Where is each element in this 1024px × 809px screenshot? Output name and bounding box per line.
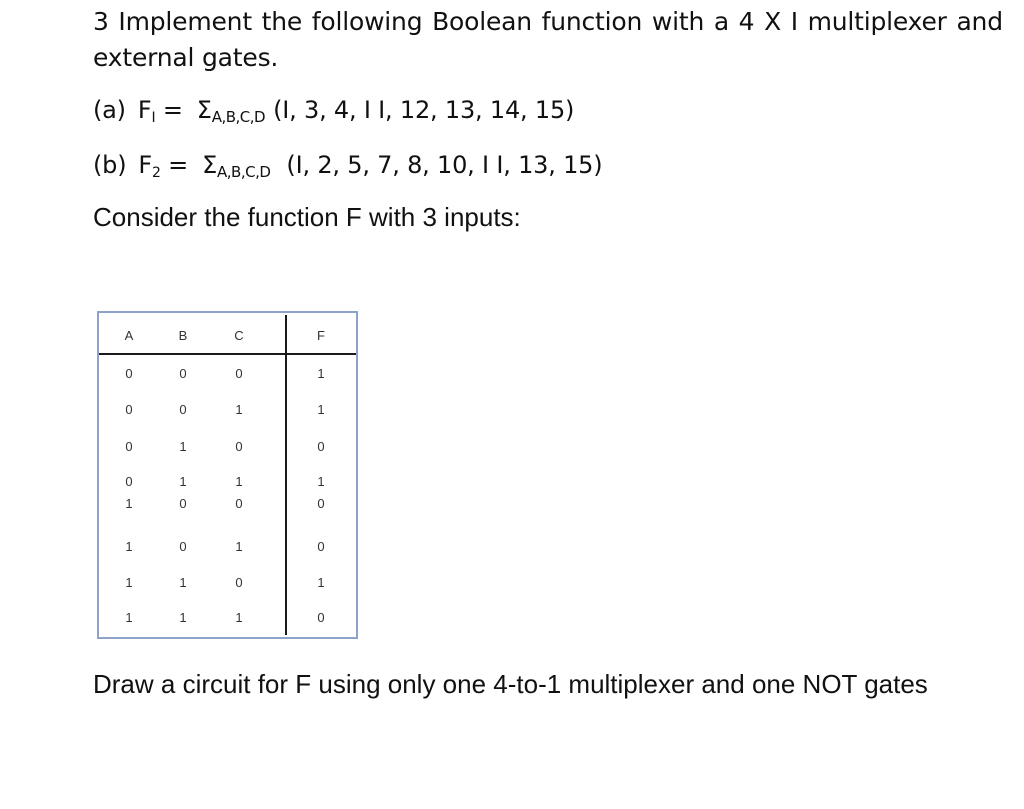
consider-text: Consider the function F with 3 inputs: — [93, 202, 521, 232]
cell-r6-a: 1 — [125, 575, 133, 590]
cell-r0-c: 0 — [235, 366, 243, 381]
sum-variables: A,B,C,D — [217, 163, 271, 181]
output-divider — [285, 315, 287, 635]
header-f: F — [317, 328, 325, 343]
header-c: C — [234, 328, 244, 343]
cell-r7-b: 1 — [179, 610, 187, 625]
question-text — [93, 4, 1003, 76]
q-word: multiplexer — [807, 7, 947, 36]
cell-r4-b: 0 — [179, 496, 187, 511]
cell-r0-f: 1 — [317, 366, 325, 381]
sigma-symbol: Σ — [202, 151, 218, 179]
cell-r2-c: 0 — [235, 439, 243, 454]
part-label: (b) — [93, 151, 127, 179]
sum-variables: A,B,C,D — [211, 108, 266, 126]
equals-sign: = — [168, 151, 189, 179]
cell-r6-c: 0 — [235, 575, 243, 590]
cell-r0-a: 0 — [125, 366, 133, 381]
q-word: 3 — [93, 7, 109, 36]
cell-r4-f: 0 — [317, 496, 325, 511]
cell-r2-b: 1 — [179, 439, 187, 454]
truth-table — [97, 311, 358, 639]
minterms: (I, 3, 4, I I, 12, 13, 14, 15) — [273, 96, 575, 124]
cell-r1-f: 1 — [317, 402, 325, 417]
cell-r2-f: 0 — [317, 439, 325, 454]
cell-r5-f: 0 — [317, 539, 325, 554]
function-name: $F_2$ — [138, 151, 161, 181]
cell-r7-f: 0 — [317, 610, 325, 625]
draw-instruction: Draw a circuit for F using only one 4-to-1 multiplexer and one NOT gates — [93, 669, 928, 699]
header-b: B — [178, 328, 188, 343]
q-word: function — [541, 7, 643, 36]
cell-r4-c: 0 — [235, 496, 243, 511]
cell-r1-a: 0 — [125, 402, 133, 417]
cell-r2-a: 0 — [125, 439, 133, 454]
function-name: $F_I$ — [137, 96, 156, 126]
header-divider — [99, 353, 356, 355]
q-word: a — [713, 7, 729, 36]
part-b — [93, 151, 602, 181]
cell-r3-b: 1 — [179, 474, 187, 489]
cell-r0-b: 0 — [179, 366, 187, 381]
cell-r7-a: 1 — [125, 610, 133, 625]
q-word: Boolean — [432, 7, 532, 36]
cell-r4-a: 1 — [125, 496, 133, 511]
part-a — [93, 96, 574, 126]
sigma-symbol: Σ — [196, 96, 212, 124]
cell-r5-c: 1 — [235, 539, 243, 554]
header-a: A — [124, 328, 134, 343]
question-line-1 — [93, 4, 1003, 40]
minterms: (I, 2, 5, 7, 8, 10, I I, 13, 15) — [286, 151, 603, 179]
q-word: the — [261, 7, 303, 36]
q-word: 4 — [738, 7, 755, 36]
cell-r5-a: 1 — [125, 539, 133, 554]
cell-r7-c: 1 — [235, 610, 243, 625]
question-line-2: external gates. — [93, 43, 279, 72]
cell-r1-c: 1 — [235, 402, 243, 417]
cell-r3-f: 1 — [317, 474, 325, 489]
cell-r3-a: 0 — [125, 474, 133, 489]
q-word: X — [764, 7, 781, 36]
q-word: I — [790, 7, 798, 36]
cell-r5-b: 0 — [179, 539, 187, 554]
q-word: and — [956, 7, 1003, 36]
q-word: following — [311, 7, 423, 36]
cell-r6-b: 1 — [179, 575, 187, 590]
cell-r6-f: 1 — [317, 575, 325, 590]
q-word: Implement — [118, 7, 252, 36]
equals-sign: = — [162, 96, 183, 124]
cell-r3-c: 1 — [235, 474, 243, 489]
cell-r1-b: 0 — [179, 402, 187, 417]
q-word: with — [651, 7, 705, 36]
part-label: (a) — [93, 96, 126, 124]
